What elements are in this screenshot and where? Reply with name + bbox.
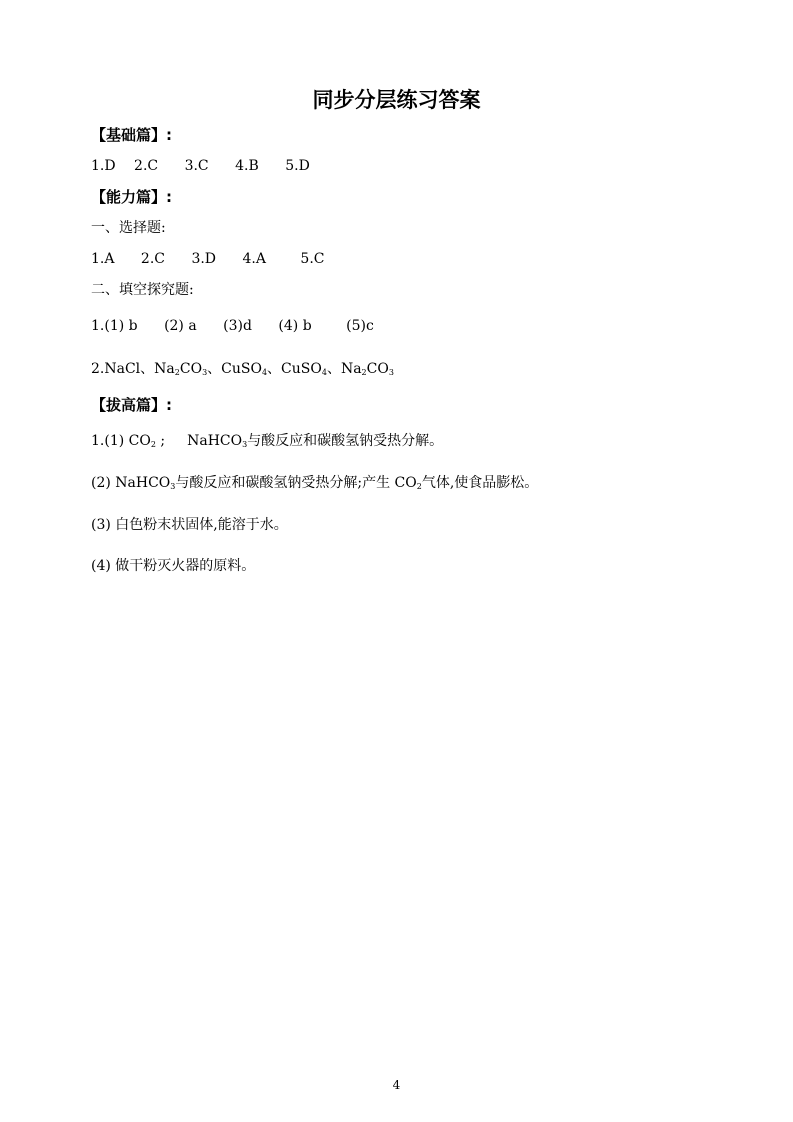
basic-answer: 5.D: [285, 158, 310, 174]
ability-section2-label: 二、填空探究题:: [91, 282, 194, 298]
advanced-q1-d: (4) 做干粉灭火器的原料。: [91, 558, 256, 574]
advanced-q1-a: 1.(1) $CO_2$ ; NaHCO$_3$与酸反应和碳酸氢钠受热分解。: [91, 433, 444, 449]
ability-section1-label: 一、选择题:: [91, 220, 166, 236]
basic-answer: 2.C: [134, 158, 159, 174]
ability-heading: 【能力篇】:: [91, 188, 172, 206]
formula-cuso4: CuSO$_4$: [281, 361, 327, 377]
basic-answers: [91, 157, 310, 175]
ability-section1-answers: [91, 250, 325, 268]
ability-q1-part: (2) a: [164, 318, 197, 334]
ability-answer: 1.A: [91, 251, 115, 267]
advanced-q1-c: (3) 白色粉末状固体,能溶于水。: [91, 517, 288, 533]
page-title: 同步分层练习答案: [312, 88, 481, 112]
formula-na2co3: $Na_2CO_3$: [154, 361, 208, 377]
formula-cuso4: CuSO$_4$: [221, 361, 268, 377]
advanced-q1-b: (2) NaHCO$_3$与酸反应和碳酸氢钠受热分解;产生 $CO_2$气体,使食品膨松。: [91, 475, 539, 491]
advanced-heading: 【拔高篇】:: [91, 396, 172, 414]
formula-na2co3: $Na_2CO_3$: [340, 361, 394, 377]
ability-q2-answer: 2.NaCl、$Na_2CO_3$、CuSO$_4$、CuSO$_4$、$Na_2CO_3$: [91, 361, 394, 377]
ability-answer: 5.C: [300, 251, 325, 267]
basic-answer: 4.B: [235, 158, 259, 174]
page-number: 4: [392, 1078, 401, 1092]
basic-heading: 【基础篇】:: [91, 126, 172, 144]
ability-answer: 3.D: [191, 251, 217, 267]
basic-answer: 1.D: [91, 158, 116, 174]
ability-q1-part: (5)c: [346, 318, 374, 334]
ability-q1-part: 1.(1) b: [91, 318, 138, 334]
ability-answer: 2.C: [140, 251, 165, 267]
ability-q1-part: (4) b: [278, 318, 312, 334]
ability-q1-answers: [91, 317, 374, 335]
basic-answer: 3.C: [184, 158, 209, 174]
ability-q1-part: (3)d: [223, 318, 252, 334]
ability-answer: 4.A: [242, 251, 266, 267]
formula-nacl: NaCl: [104, 361, 141, 377]
